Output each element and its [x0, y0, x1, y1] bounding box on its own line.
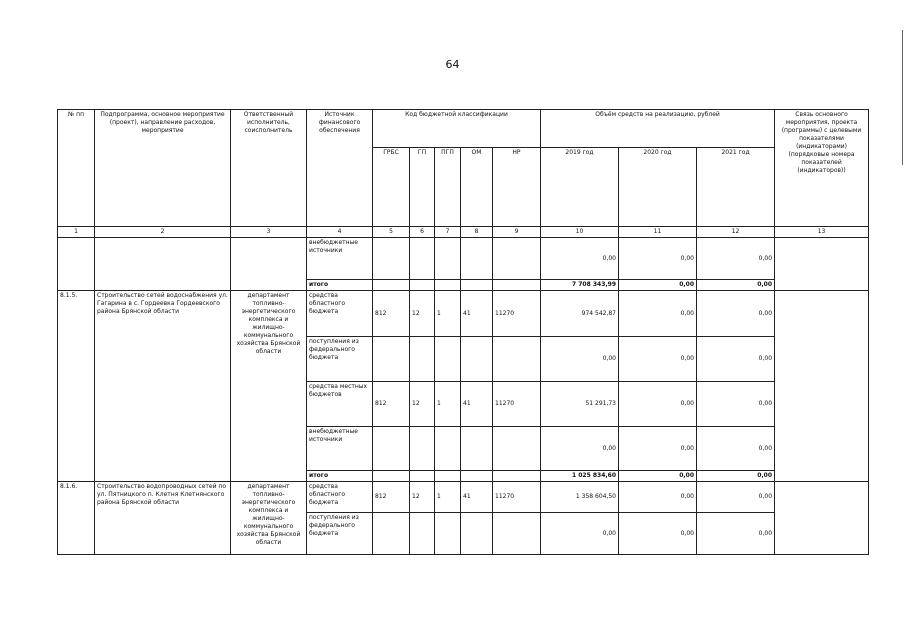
cell-gp: 12 — [410, 382, 435, 427]
col-number: 4 — [307, 227, 373, 238]
cell-item-name: Строительство сетей водоснабжения ул. Гагарина в с. Гордеевка Гордеевского района Брянской области — [95, 291, 231, 482]
table-row — [58, 238, 869, 280]
hdr-om: ОМ — [461, 148, 493, 227]
cell-2019: 0,00 — [541, 337, 619, 382]
cell-2020: 0,00 — [619, 291, 697, 337]
cell-source: внебюджетные источники — [307, 427, 373, 471]
hdr-num: № пп — [58, 110, 95, 227]
cell-2021: 0,00 — [697, 482, 775, 513]
cell-empty — [95, 238, 231, 291]
cell-executor: департамент топливно-энергетического комплекса и жилищно-коммунального хозяйства Брянской области — [231, 291, 307, 482]
hdr-subprogram: Подпрограмма, основное мероприятие (проект), направление расходов, мероприятие — [95, 110, 231, 227]
cell-np: 11270 — [493, 482, 541, 513]
cell-pgp: 1 — [435, 291, 461, 337]
hdr-np: НР — [493, 148, 541, 227]
hdr-2019: 2019 год — [541, 148, 619, 227]
cell-2021: 0,00 — [697, 337, 775, 382]
cell-2021: 0,00 — [697, 238, 775, 280]
cell-source: средства областного бюджета — [307, 291, 373, 337]
cell-item-name: Строительство водопроводных сетей по ул. Пятницкого п. Клетня Клетнянского района Брянской области — [95, 482, 231, 555]
hdr-budget-code: Код бюджетной классификации — [373, 110, 541, 148]
cell-item-number: 8.1.5. — [58, 291, 95, 482]
table-row — [58, 291, 869, 337]
cell-grbs: 812 — [373, 482, 410, 513]
cell-source: средства местных бюджетов — [307, 382, 373, 427]
hdr-indicators: Связь основного мероприятия, проекта (программы) с целевыми показателями (индикаторами) (порядковые номера показателей (индикаторов)) — [775, 110, 869, 227]
cell-2019: 1 358 604,50 — [541, 482, 619, 513]
cell-total-2019: 1 025 834,60 — [541, 471, 619, 482]
col-number: 8 — [461, 227, 493, 238]
cell-pgp: 1 — [435, 482, 461, 513]
cell-source: средства областного бюджета — [307, 482, 373, 513]
col-number: 6 — [410, 227, 435, 238]
cell-2019: 51 291,73 — [541, 382, 619, 427]
cell-2021: 0,00 — [697, 382, 775, 427]
col-number: 13 — [775, 227, 869, 238]
cell-2021: 0,00 — [697, 427, 775, 471]
cell-total-2021: 0,00 — [697, 280, 775, 291]
cell-total-label: итого — [307, 471, 373, 482]
cell-2020: 0,00 — [619, 482, 697, 513]
cell-grbs: 812 — [373, 382, 410, 427]
cell-source: поступления из федерального бюджета — [307, 337, 373, 382]
cell-2020: 0,00 — [619, 382, 697, 427]
col-number: 9 — [493, 227, 541, 238]
cell-empty — [58, 238, 95, 291]
cell-np: 11270 — [493, 382, 541, 427]
cell-om: 41 — [461, 482, 493, 513]
cell-grbs: 812 — [373, 291, 410, 337]
col-number: 12 — [697, 227, 775, 238]
cell-2021: 0,00 — [697, 291, 775, 337]
cell-source: внебюджетные источники — [307, 238, 373, 280]
column-number-row — [58, 227, 869, 238]
cell-2019: 0,00 — [541, 238, 619, 280]
header-row-1 — [58, 110, 869, 148]
cell-total-2019: 7 708 343,99 — [541, 280, 619, 291]
col-number: 7 — [435, 227, 461, 238]
cell-total-label: итого — [307, 280, 373, 291]
cell-2020: 0,00 — [619, 513, 697, 555]
cell-2020: 0,00 — [619, 238, 697, 280]
col-number: 10 — [541, 227, 619, 238]
cell-item-number: 8.1.6. — [58, 482, 95, 555]
col-number: 2 — [95, 227, 231, 238]
cell-gp: 12 — [410, 482, 435, 513]
scan-edge-line — [902, 30, 903, 165]
hdr-pgp: ПГП — [435, 148, 461, 227]
col-number: 5 — [373, 227, 410, 238]
col-number: 11 — [619, 227, 697, 238]
hdr-source: Источник финансового обеспечения — [307, 110, 373, 227]
hdr-2020: 2020 год — [619, 148, 697, 227]
cell-np: 11270 — [493, 291, 541, 337]
hdr-gp: ГП — [410, 148, 435, 227]
table-row — [58, 482, 869, 513]
cell-2020: 0,00 — [619, 337, 697, 382]
hdr-volume: Объём средств на реализацию, рублей — [541, 110, 775, 148]
col-number: 3 — [231, 227, 307, 238]
cell-total-2020: 0,00 — [619, 280, 697, 291]
cell-2019: 0,00 — [541, 513, 619, 555]
hdr-grbs: ГРБС — [373, 148, 410, 227]
cell-source: поступления из федерального бюджета — [307, 513, 373, 555]
cell-executor: департамент топливно-энергетического комплекса и жилищно-коммунального хозяйства Брянской области — [231, 482, 307, 555]
cell-om: 41 — [461, 291, 493, 337]
cell-total-2020: 0,00 — [619, 471, 697, 482]
hdr-executor: Ответственный исполнитель, соисполнитель — [231, 110, 307, 227]
program-table — [57, 109, 869, 555]
cell-2021: 0,00 — [697, 513, 775, 555]
col-number: 1 — [58, 227, 95, 238]
cell-2020: 0,00 — [619, 427, 697, 471]
cell-om: 41 — [461, 382, 493, 427]
cell-2019: 0,00 — [541, 427, 619, 471]
cell-empty — [231, 238, 307, 291]
hdr-2021: 2021 год — [697, 148, 775, 227]
cell-gp: 12 — [410, 291, 435, 337]
cell-2019: 974 542,87 — [541, 291, 619, 337]
cell-pgp: 1 — [435, 382, 461, 427]
page-number: 64 — [445, 58, 460, 71]
cell-total-2021: 0,00 — [697, 471, 775, 482]
